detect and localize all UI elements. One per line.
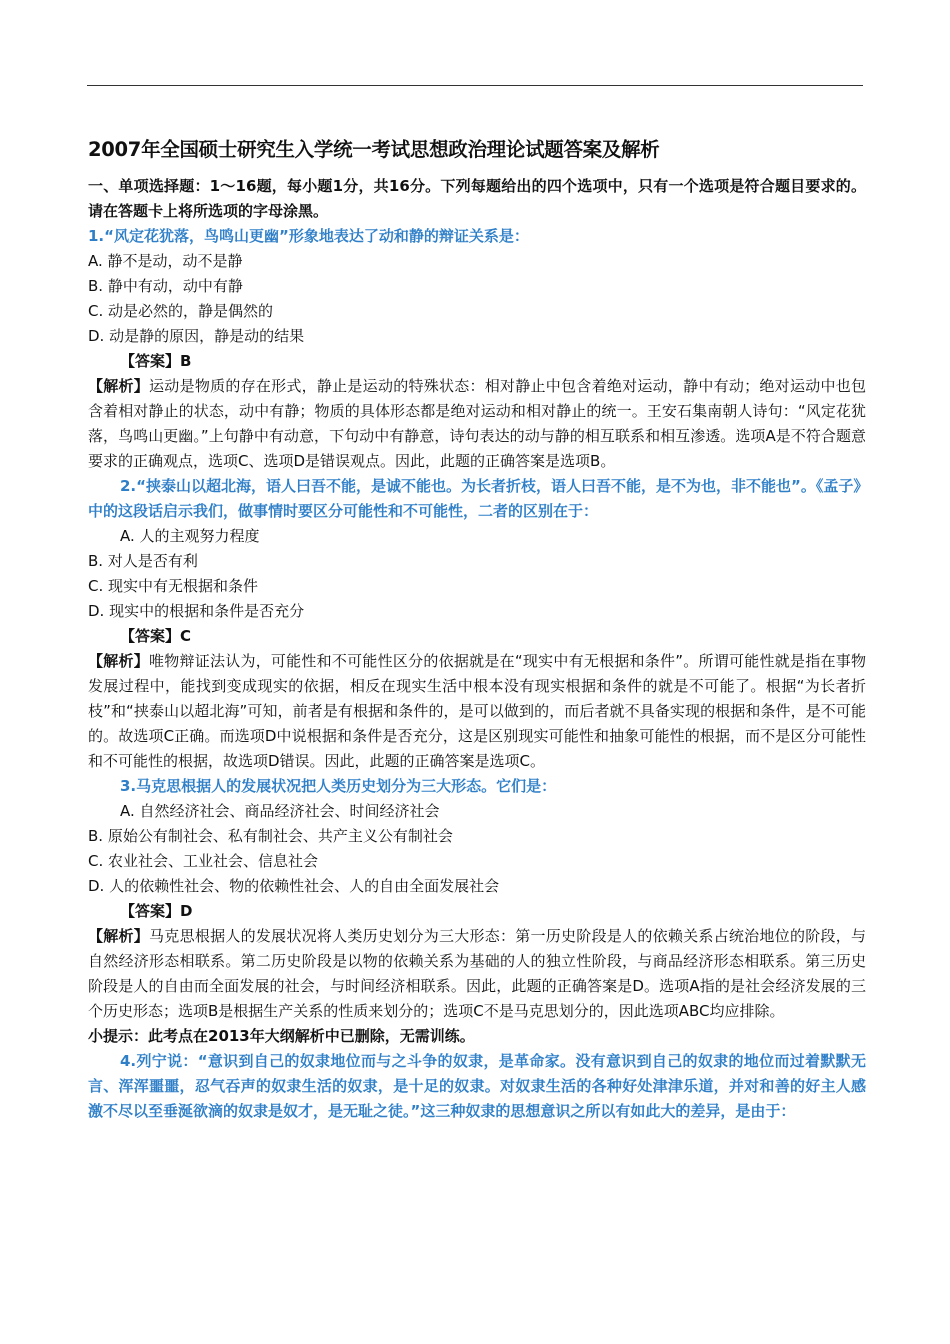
question-2-option-c: C. 现实中有无根据和条件 [88,577,259,595]
question-1-option-d: D. 动是静的原因，静是动的结果 [88,327,305,345]
question-1-option-a: A. 静不是动，动不是静 [88,252,243,270]
question-2-option-a: A. 人的主观努力程度 [120,527,260,545]
section-intro: 一、单项选择题：1～16题，每小题1分，共16分。下列每题给出的四个选项中，只有一个选项是符合题目要求的。请在答题卡上将所选项的字母涂黑。 [88,177,866,220]
question-3-answer: 【答案】D [120,902,193,920]
question-3-tip: 小提示：此考点在2013年大纲解析中已删除，无需训练。 [88,1027,475,1045]
question-3-option-a: A. 自然经济社会、商品经济社会、时间经济社会 [120,802,440,820]
question-2-answer: 【答案】C [120,627,192,645]
header-rule [87,85,863,86]
question-3-option-b: B. 原始公有制社会、私有制社会、共产主义公有制社会 [88,827,453,845]
question-1-stem: 1.“风定花犹落，鸟鸣山更幽”形象地表达了动和静的辩证关系是： [88,227,529,245]
document-body [88,136,866,1124]
question-1-option-c: C. 动是必然的，静是偶然的 [88,302,274,320]
question-4-stem: 4.列宁说：“意识到自己的奴隶地位而与之斗争的奴隶，是革命家。没有意识到自己的奴隶的地位而过着默默无言、浑浑噩噩，忍气吞声的奴隶生活的奴隶，是十足的奴隶。对奴隶生活的各种好处津津乐道，并对和善的好主人感激不尽以至垂涎欲滴的奴隶是奴才，是无耻之徒。”这三种奴隶的思想意识之所以有如此大的差异，是由于： [88,1052,866,1120]
question-3-stem: 3.马克思根据人的发展状况把人类历史划分为三大形态。它们是： [120,777,557,795]
analysis-text: 马克思根据人的发展状况将人类历史划分为三大形态：第一历史阶段是人的依赖关系占统治地位的阶段，与自然经济形态相联系。第二历史阶段是以物的依赖关系为基础的人的独立性阶段，与商品经济形态相联系。第三历史阶段是人的自由而全面发展的社会，与时间经济相联系。因此，此题的正确答案是D。选项A指的是社会经济发展的三个历史形态；选项B是根据生产关系的性质来划分的；选项C不是马克思划分的，因此选项ABC均应排除。 [88,927,866,1020]
question-3-option-c: C. 农业社会、工业社会、信息社会 [88,852,319,870]
question-1-option-b: B. 静中有动，动中有静 [88,277,243,295]
question-2-stem: 2.“挟泰山以超北海，语人曰吾不能，是诚不能也。为长者折枝，语人曰吾不能，是不为也，非不能也”。《孟子》中的这段话启示我们，做事情时要区分可能性和不可能性，二者的区别在于： [88,477,861,520]
analysis-label: 【解析】 [88,377,150,395]
question-2-option-b: B. 对人是否有利 [88,552,198,570]
analysis-text: 唯物辩证法认为，可能性和不可能性区分的依据就是在“现实中有无根据和条件”。所谓可能性就是指在事物发展过程中，能找到变成现实的依据，相反在现实生活中根本没有现实根据和条件的就是不可能了。根据“为长者折枝”和“挟泰山以超北海”可知，前者是有根据和条件的，是可以做到的，而后者就不具备实现的根据和条件，是不可能的。故选项C正确。而选项D中说根据和条件是否充分，这是区别现实可能性和抽象可能性的根据，而不是区分可能性和不可能性的根据，故选项D错误。因此，此题的正确答案是选项C。 [88,652,866,770]
analysis-label: 【解析】 [88,652,149,670]
question-2-option-d: D. 现实中的根据和条件是否充分 [88,602,305,620]
analysis-text: 运动是物质的存在形式，静止是运动的特殊状态：相对静止中包含着绝对运动，静中有动；绝对运动中也包含着相对静止的状态，动中有静；物质的具体形态都是绝对运动和相对静止的统一。王安石集南朝人诗句：“风定花犹落，鸟鸣山更幽。”上句静中有动意，下句动中有静意，诗句表达的动与静的相互联系和相互渗透。选项A是不符合题意要求的正确观点，选项C、选项D是错误观点。因此，此题的正确答案是选项B。 [88,377,866,470]
question-2-analysis [88,649,866,774]
question-3-analysis [88,924,866,1024]
question-3-option-d: D. 人的依赖性社会、物的依赖性社会、人的自由全面发展社会 [88,877,500,895]
analysis-label: 【解析】 [88,927,150,945]
question-1-analysis [88,374,866,474]
page-title: 2007年全国硕士研究生入学统一考试思想政治理论试题答案及解析 [88,138,660,161]
question-1-answer: 【答案】B [120,352,192,370]
